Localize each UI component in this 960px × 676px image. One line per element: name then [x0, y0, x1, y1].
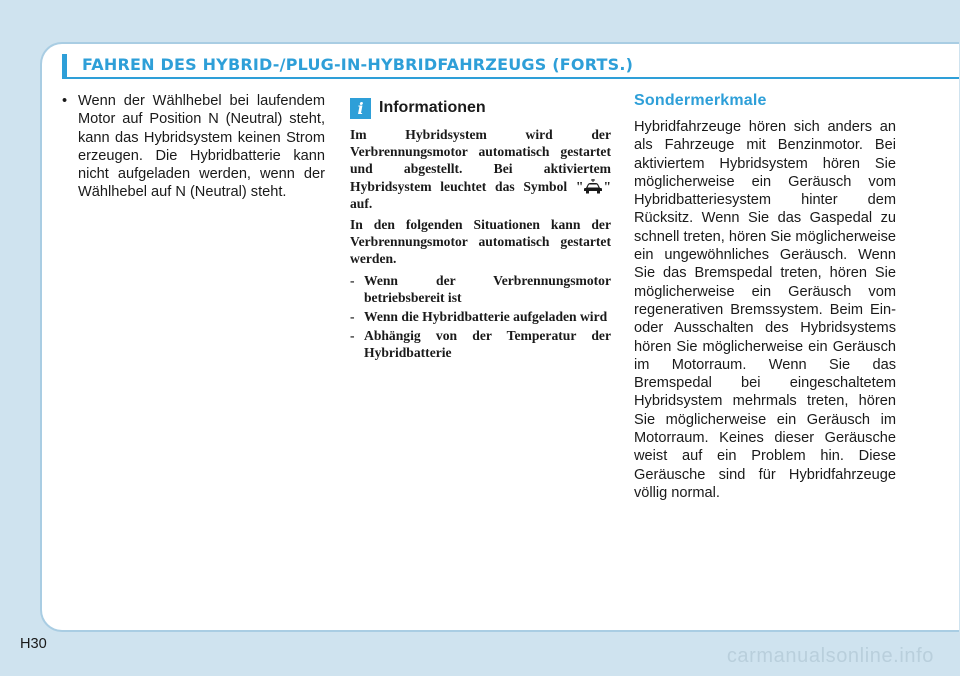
sondermerkmale-title: Sondermerkmale	[634, 92, 767, 109]
info-list-item	[350, 308, 611, 325]
sondermerkmale-text: Hybridfahrzeuge hören sich anders an als Fahrzeuge mit Benzinmotor. Bei aktiviertem Hybridsystem hören Sie möglicherweise ein Geräusch vom Hybridbatteriesystem hinter dem Rücksitz. Wenn Sie das Gaspedal zu schnell treten, hören Sie möglicherweise ein ungewöhnliches Geräusch. Wenn Sie das Bremspedal treten, hören Sie möglicherweise ein Geräusch vom regenerativen Bremssystem. Beim Ein- oder Ausschalten des Hybridsystems hören Sie möglicherweise ein Geräusch im Motorraum. Wenn Sie das Bremspedal bei eingeschaltetem Hybridsystem mehrmals treten, hören Sie möglicherweise ein Geräusch im Motorraum. Keines dieser Geräusche weist auf ein Problem hin. Diese Geräusche sind für Hybridfahrzeuge völlig normal.	[634, 119, 897, 501]
page-number: H30	[20, 636, 47, 652]
watermark-text: carmanualsonline.info	[726, 645, 934, 667]
dash-marker: -	[350, 272, 355, 288]
column-info	[350, 96, 611, 364]
ev-ready-car-icon	[583, 179, 603, 195]
info-list-item	[350, 327, 611, 361]
info-paragraph-1	[350, 126, 611, 212]
info-title: Informationen	[379, 99, 486, 116]
info-header	[350, 96, 611, 120]
info-list-item	[350, 272, 611, 306]
dash-marker: -	[350, 328, 355, 344]
dash-marker: -	[350, 309, 355, 325]
column-right	[634, 92, 896, 502]
info-paragraph-2: In den folgenden Situationen kann der Verbrennungsmotor automatisch gestartet werden.	[350, 217, 611, 267]
header-rule	[62, 77, 959, 79]
info-para1-before: Im Hybridsystem wird der Verbrennungsmotor automatisch gestartet und abgestellt. Bei aktiviertem Hybridsystem leuchtet das Symbol "	[350, 127, 611, 194]
bullet-dot: •	[62, 93, 68, 109]
info-para1-after: " auf.	[350, 178, 611, 211]
info-list-text: Abhängig von der Temperatur der Hybridbatterie	[364, 328, 611, 361]
column-left	[62, 92, 325, 202]
info-icon: i	[350, 98, 371, 119]
bullet-text: Wenn der Wählhebel bei laufendem Motor auf Position N (Neutral) steht, kann das Hybridsystem keinen Strom erzeugen. Die Hybridbatterie kann nicht aufgeladen werden, wenn der Wählhebel auf N (Neutral) steht.	[78, 93, 325, 201]
info-list-text: Wenn der Verbrennungsmotor betriebsbereit ist	[364, 272, 611, 305]
section-header-title: FAHREN DES HYBRID-/PLUG-IN-HYBRIDFAHRZEUGS (FORTS.)	[82, 55, 634, 74]
info-list-text: Wenn die Hybridbatterie aufgeladen wird	[364, 309, 608, 325]
bullet-item	[62, 92, 325, 202]
header-accent-bar	[62, 54, 67, 78]
